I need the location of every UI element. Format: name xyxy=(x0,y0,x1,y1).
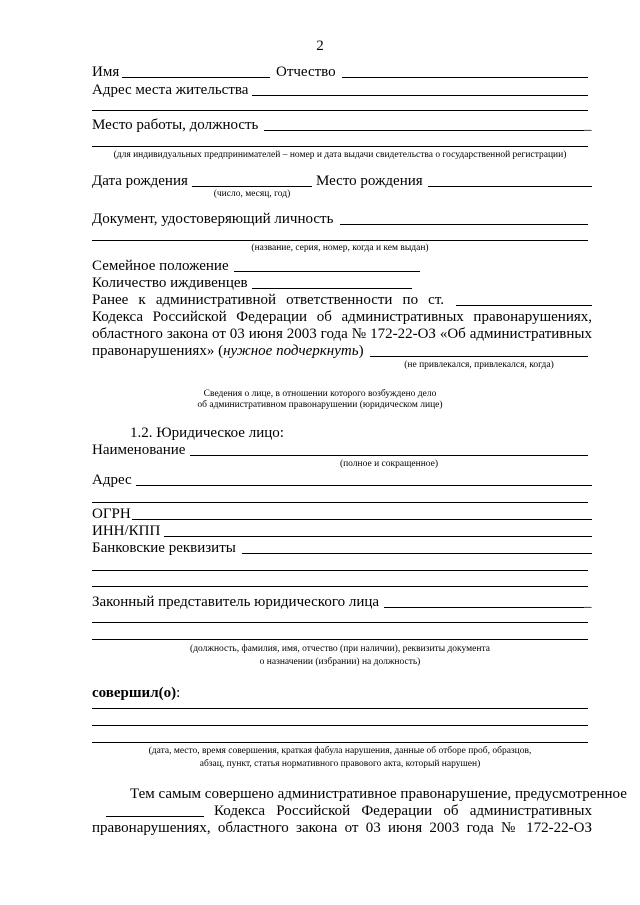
prior-line-4-b: ) xyxy=(358,343,364,359)
offense-field-line-2[interactable] xyxy=(92,725,588,726)
work-field-line[interactable] xyxy=(264,130,584,131)
entrepreneur-hint: (для индивидуальных предпринимателей – номер и дата выдачи свидетельства о государственной регистрации) xyxy=(113,150,567,160)
offense-para-line-3: правонарушениях, областного закона от 03 июня 2003 года № 172-22-ОЗ xyxy=(92,820,592,836)
legal-name-hint: (полное и сокращенное) xyxy=(339,459,439,469)
name-field-line[interactable] xyxy=(122,77,270,78)
work-field-line-2[interactable] xyxy=(92,146,588,147)
offense-field-line-3[interactable] xyxy=(92,742,588,743)
birth-date-hint: (число, месяц, год) xyxy=(213,189,291,199)
id-doc-hint: (название, серия, номер, когда и кем выдан) xyxy=(251,243,429,253)
bank-field-line-3[interactable] xyxy=(92,586,588,587)
offense-field-line-1[interactable] xyxy=(92,708,588,709)
ogrn-label: ОГРН xyxy=(92,506,131,522)
id-doc-field-line-2[interactable] xyxy=(92,240,588,241)
legal-name-label: Наименование xyxy=(92,442,186,458)
legal-info-line-2: об административном правонарушении (юридическом лице) xyxy=(197,400,443,410)
patronymic-label: Отчество xyxy=(276,64,336,80)
rep-field-line[interactable] xyxy=(384,607,584,608)
offense-hint-line-2: абзац, пункт, статья нормативного правового акта, который нарушен) xyxy=(199,759,481,769)
birth-date-label: Дата рождения xyxy=(92,173,188,189)
prior-line-4-italic: нужное подчеркнуть xyxy=(223,343,359,359)
offense-label xyxy=(92,685,180,702)
marital-field-line[interactable] xyxy=(234,271,420,272)
dependents-field-line[interactable] xyxy=(252,288,412,289)
page-number: 2 xyxy=(316,38,324,54)
id-doc-field-line[interactable] xyxy=(340,224,588,225)
id-doc-label: Документ, удостоверяющий личность xyxy=(92,211,334,227)
prior-label: Ранее к административной ответственности по ст. xyxy=(92,292,444,308)
legal-address-field-line-2[interactable] xyxy=(92,502,588,503)
ogrn-field-line[interactable] xyxy=(132,519,592,520)
offense-label-colon: : xyxy=(176,685,181,701)
address-field-line-2[interactable] xyxy=(92,110,588,111)
bank-field-line[interactable] xyxy=(242,553,592,554)
rep-field-line-3[interactable] xyxy=(92,639,588,640)
legal-address-field-line[interactable] xyxy=(136,485,592,486)
prior-status-field-line[interactable] xyxy=(370,356,588,357)
offense-para-line-2: Кодекса Российской Федерации об административных xyxy=(214,803,592,819)
work-label: Место работы, должность xyxy=(92,117,259,133)
offense-para-line-1: Тем самым совершено административное правонарушение, предусмотренное xyxy=(130,786,627,802)
birth-place-label: Место рождения xyxy=(316,173,423,189)
prior-line-4-a: правонарушениях» ( xyxy=(92,343,224,359)
name-label: Имя xyxy=(92,64,120,80)
address-field-line[interactable] xyxy=(252,95,588,96)
legal-name-field-line[interactable] xyxy=(190,455,588,456)
inn-field-line[interactable] xyxy=(164,536,592,537)
legal-address-label: Адрес xyxy=(92,472,132,488)
prior-line-4 xyxy=(92,343,364,360)
offense-article-field-line[interactable] xyxy=(106,816,204,817)
rep-hint-line-1: (должность, фамилия, имя, отчество (при наличии), реквизиты документа xyxy=(190,644,490,654)
birth-place-field-line[interactable] xyxy=(428,186,592,187)
marital-label: Семейное положение xyxy=(92,258,229,274)
offense-label-bold: совершил(о) xyxy=(92,685,177,701)
rep-label: Законный представитель юридического лица xyxy=(92,594,380,610)
rep-suffix: _ xyxy=(584,594,592,610)
legal-info-line-1: Сведения о лице, в отношении которого возбуждено дело xyxy=(203,389,437,399)
prior-article-field-line[interactable] xyxy=(456,305,592,306)
birth-date-field-line[interactable] xyxy=(192,186,312,187)
prior-hint: (не привлекался, привлекался, когда) xyxy=(404,360,554,370)
legal-heading: 1.2. Юридическое лицо: xyxy=(130,425,284,441)
dependents-label: Количество иждивенцев xyxy=(92,275,248,291)
rep-hint-line-2: о назначении (избрании) на должность) xyxy=(259,657,421,667)
patronymic-field-line[interactable] xyxy=(342,77,588,78)
bank-label: Банковские реквизиты xyxy=(92,540,236,556)
rep-field-line-2[interactable] xyxy=(92,622,588,623)
address-label: Адрес места жительства xyxy=(92,82,249,98)
inn-label: ИНН/КПП xyxy=(92,523,161,539)
prior-line-3: областного закона от 03 июня 2003 года № 172-22-ОЗ «Об административных xyxy=(92,326,592,342)
bank-field-line-2[interactable] xyxy=(92,570,588,571)
offense-hint-line-1: (дата, место, время совершения, краткая фабула нарушения, данные об отборе проб, образцов, xyxy=(148,746,532,756)
work-suffix: _ xyxy=(584,117,592,133)
prior-line-2: Кодекса Российской Федерации об административных правонарушениях, xyxy=(92,309,592,325)
